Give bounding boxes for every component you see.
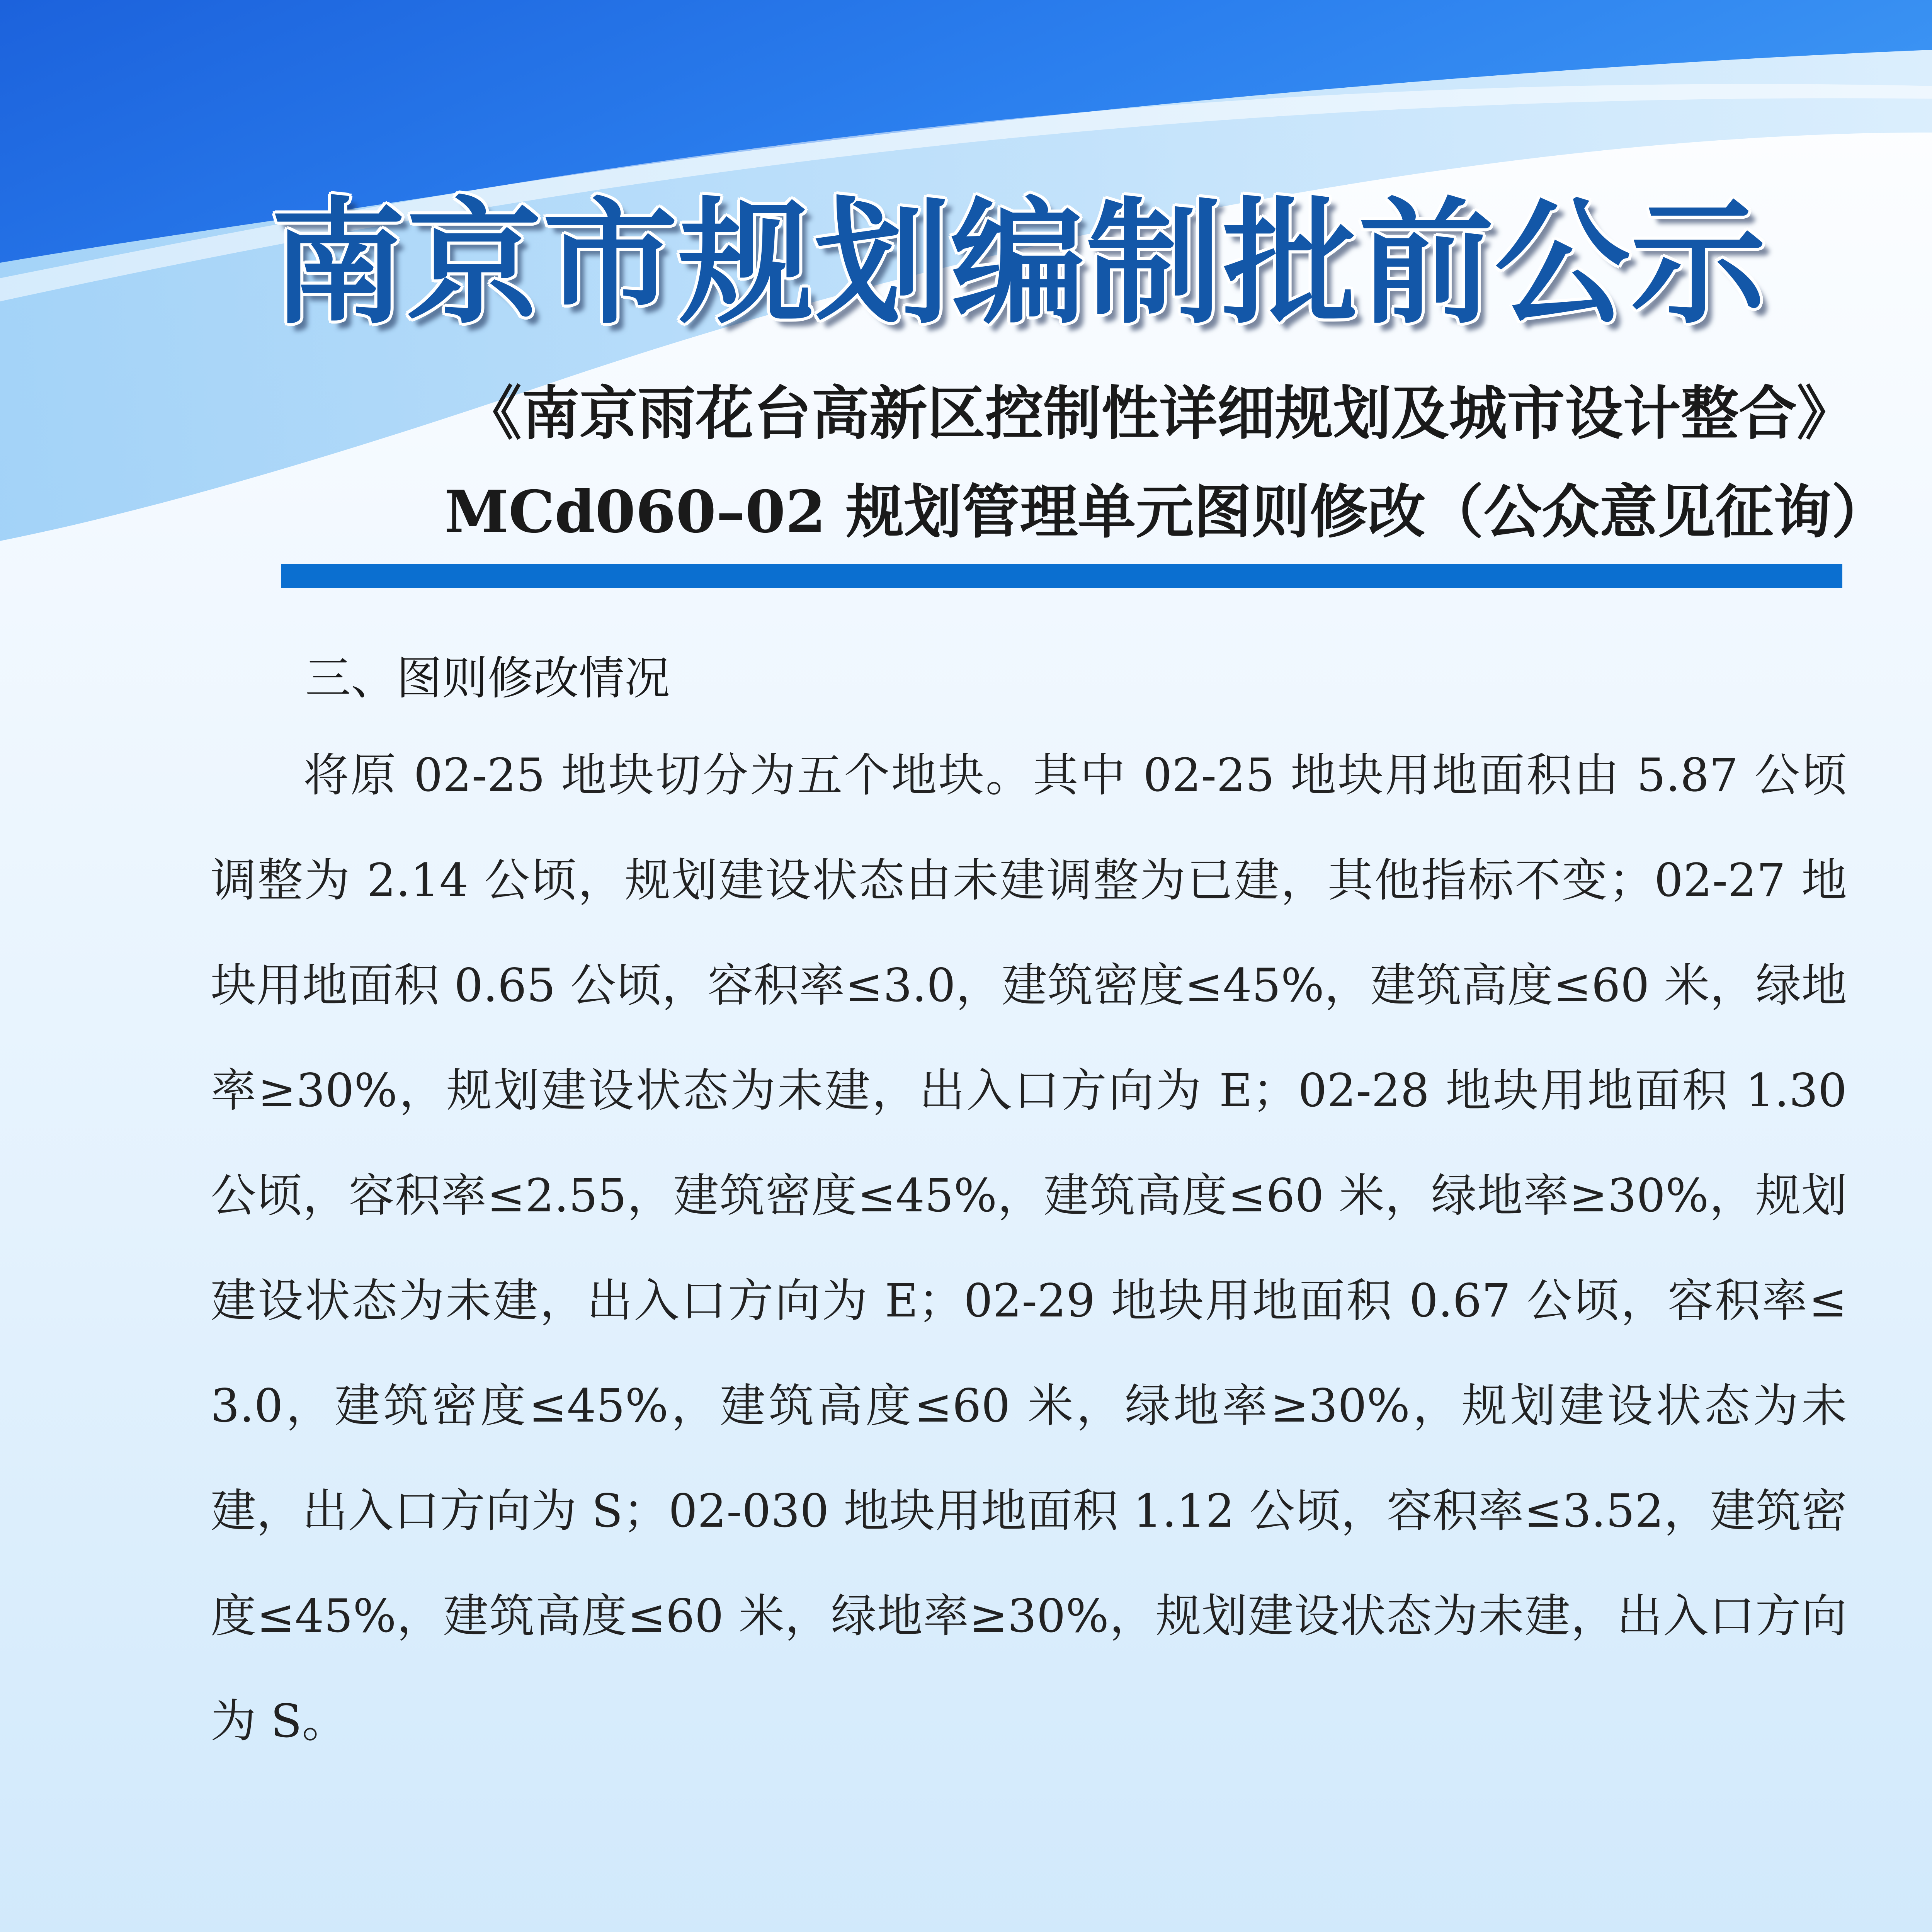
plan-unit-subtitle: MCd060–02 规划管理单元图则修改（公众意见征询） [444,478,1889,546]
section-paragraph: 将原 02-25 地块切分为五个地块。其中 02-25 地块用地面积由 5.87 公顷调整为 2.14 公顷，规划建设状态由未建调整为已建，其他指标不变；02-27 地块用地面积 0.65 公顷，容积率≤3.0，建筑密度≤45%，建筑高度≤60 米，绿地率≥30%，规划建设状态为未建，出入口方向为 E；02-28 地块用地面积 1.30 公顷，容积率≤2.55，建筑密度≤45%，建筑高度≤60 米，绿地率≥30%，规划建设状态为未建，出入口方向为 E；02-29 地块用地面积 0.67 公顷，容积率≤3.0，建筑密度≤45%，建筑高度≤60 米，绿地率≥30%，规划建设状态为未建，出入口方向为 S；02-030 地块用地面积 1.12 公顷，容积率≤3.52，建筑密度≤45%，建筑高度≤60 米，绿地率≥30%，规划建设状态为未建，出入口方向为 S。 [211,748,1847,1748]
section-heading: 三、图则修改情况 [305,651,670,705]
page-title: 南京市规划编制批前公示 [270,183,1767,342]
header-divider [281,564,1842,588]
plan-name-subtitle: 《南京雨花台高新区控制性详细规划及城市设计整合》 [463,379,1855,447]
